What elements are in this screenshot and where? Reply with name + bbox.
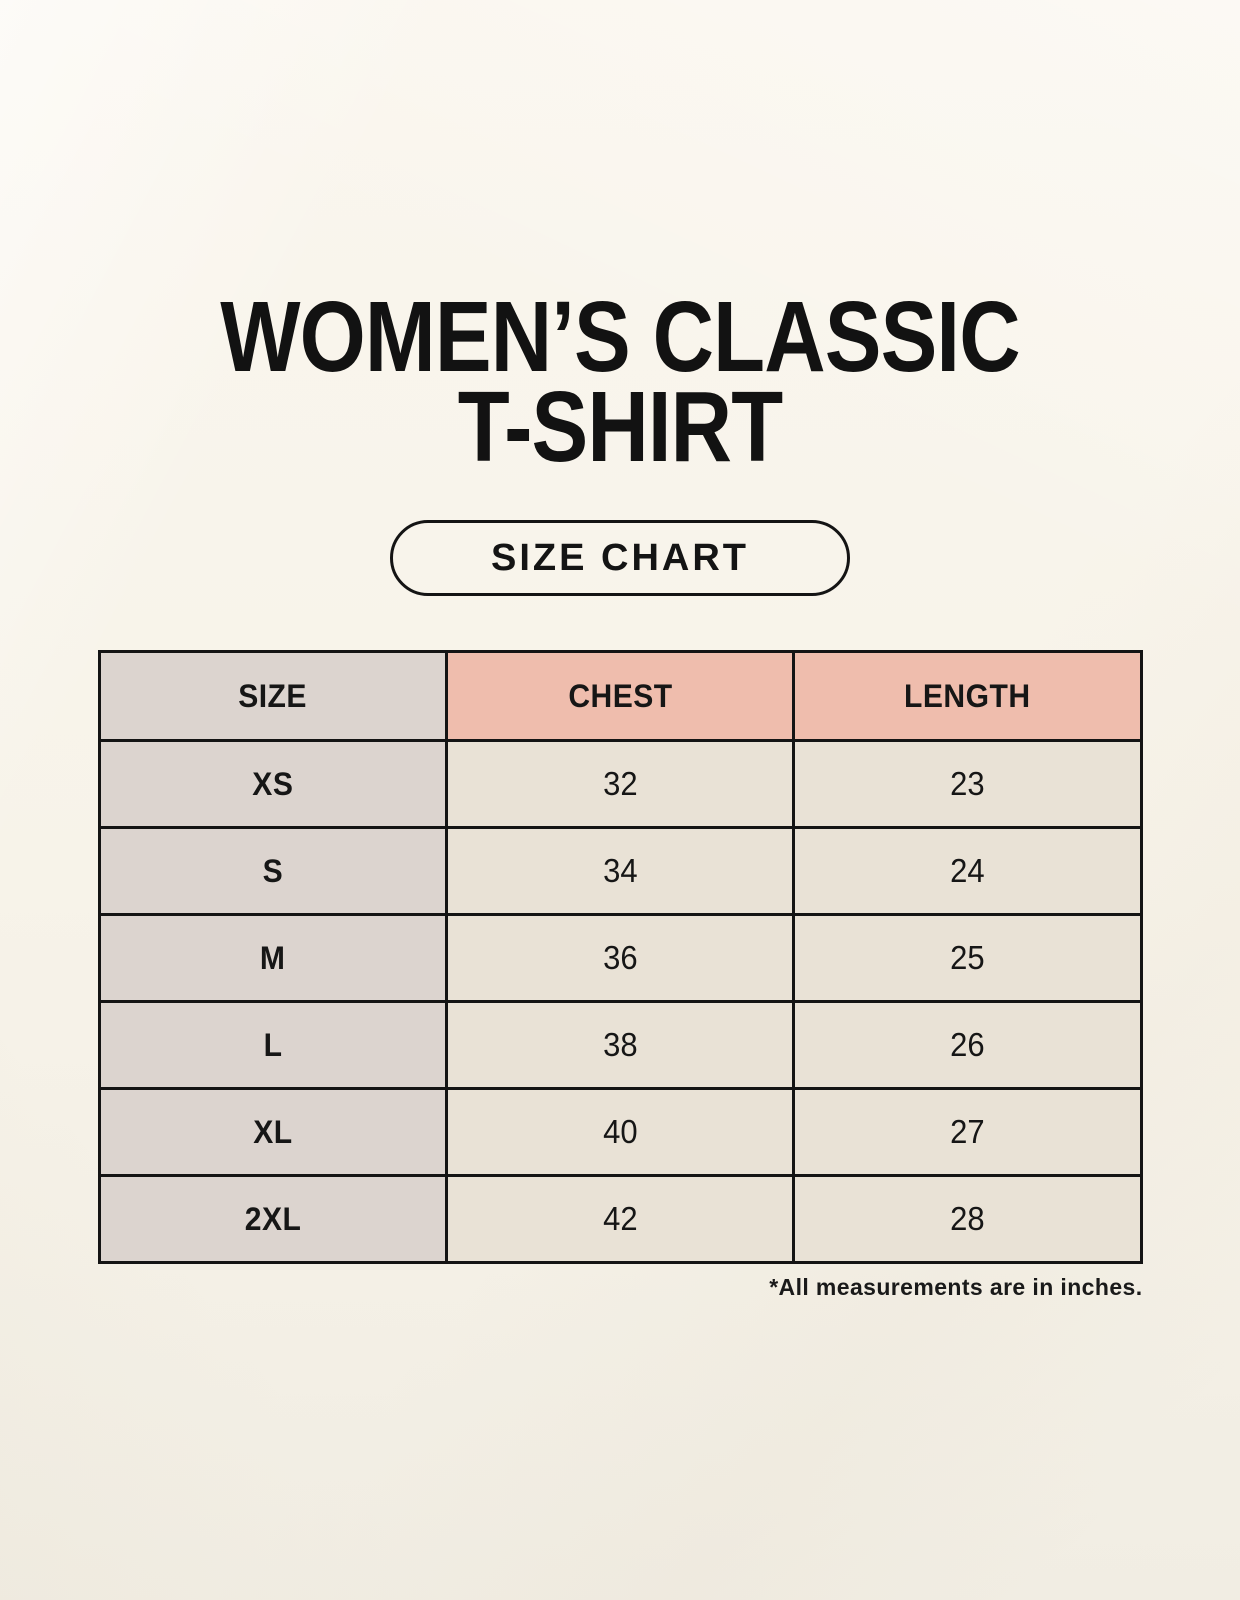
table-row [99,1089,1141,1176]
length-value-cell [794,741,1141,828]
size-label-cell [99,1002,446,1089]
header-cell-length [794,652,1141,741]
table-row [99,915,1141,1002]
size-chart-button[interactable]: SIZE CHART [390,520,850,596]
table-row [99,1176,1141,1263]
size-label: M [259,939,286,976]
length-value-cell [794,915,1141,1002]
measurement-value: 34 [602,852,638,889]
chest-value-cell [446,828,793,915]
measurement-value: 23 [950,765,985,802]
size-chart-table-container [98,650,1143,1264]
chest-value-cell [446,1176,793,1263]
chest-value-cell [446,915,793,1002]
chest-value-cell [446,741,793,828]
size-chart-table [98,650,1143,1264]
chest-value-cell [446,1089,793,1176]
header-label-length: LENGTH [904,677,1031,714]
table-row [99,828,1141,915]
length-value-cell [794,1176,1141,1263]
size-label-cell [99,741,446,828]
size-chart-button-row [0,520,1240,596]
title-line-2: T-SHIRT [457,371,783,483]
size-label: L [263,1026,283,1063]
measurement-value: 25 [950,939,985,976]
header-cell-size [99,652,446,741]
header-label-chest: CHEST [567,677,673,714]
size-label: 2XL [244,1200,301,1237]
measurement-value: 36 [602,939,638,976]
size-label-cell [99,1089,446,1176]
size-label: XL [252,1113,293,1150]
measurement-value: 27 [950,1113,985,1150]
size-label: S [262,852,283,889]
header-row [99,652,1141,741]
measurement-value: 40 [602,1113,638,1150]
title-line-1: WOMEN’S CLASSIC [220,281,1020,393]
measurement-value: 32 [602,765,638,802]
measurement-value: 24 [950,852,985,889]
page-title [93,0,1147,483]
table-header [99,652,1141,741]
measurement-value: 38 [602,1026,638,1063]
header-label-size: SIZE [238,677,308,714]
size-label-cell [99,828,446,915]
table-row [99,741,1141,828]
chest-value-cell [446,1002,793,1089]
table-row [99,1002,1141,1089]
size-table-body [99,741,1141,1263]
size-label-cell [99,1176,446,1263]
measurement-value: 26 [950,1026,985,1063]
measurement-value: 42 [602,1200,638,1237]
header-cell-chest [446,652,793,741]
length-value-cell [794,1089,1141,1176]
length-value-cell [794,1002,1141,1089]
length-value-cell [794,828,1141,915]
size-label: XS [252,765,294,802]
measurements-footnote: *All measurements are in inches. [769,1274,1143,1300]
size-label-cell [99,915,446,1002]
measurement-value: 28 [950,1200,985,1237]
